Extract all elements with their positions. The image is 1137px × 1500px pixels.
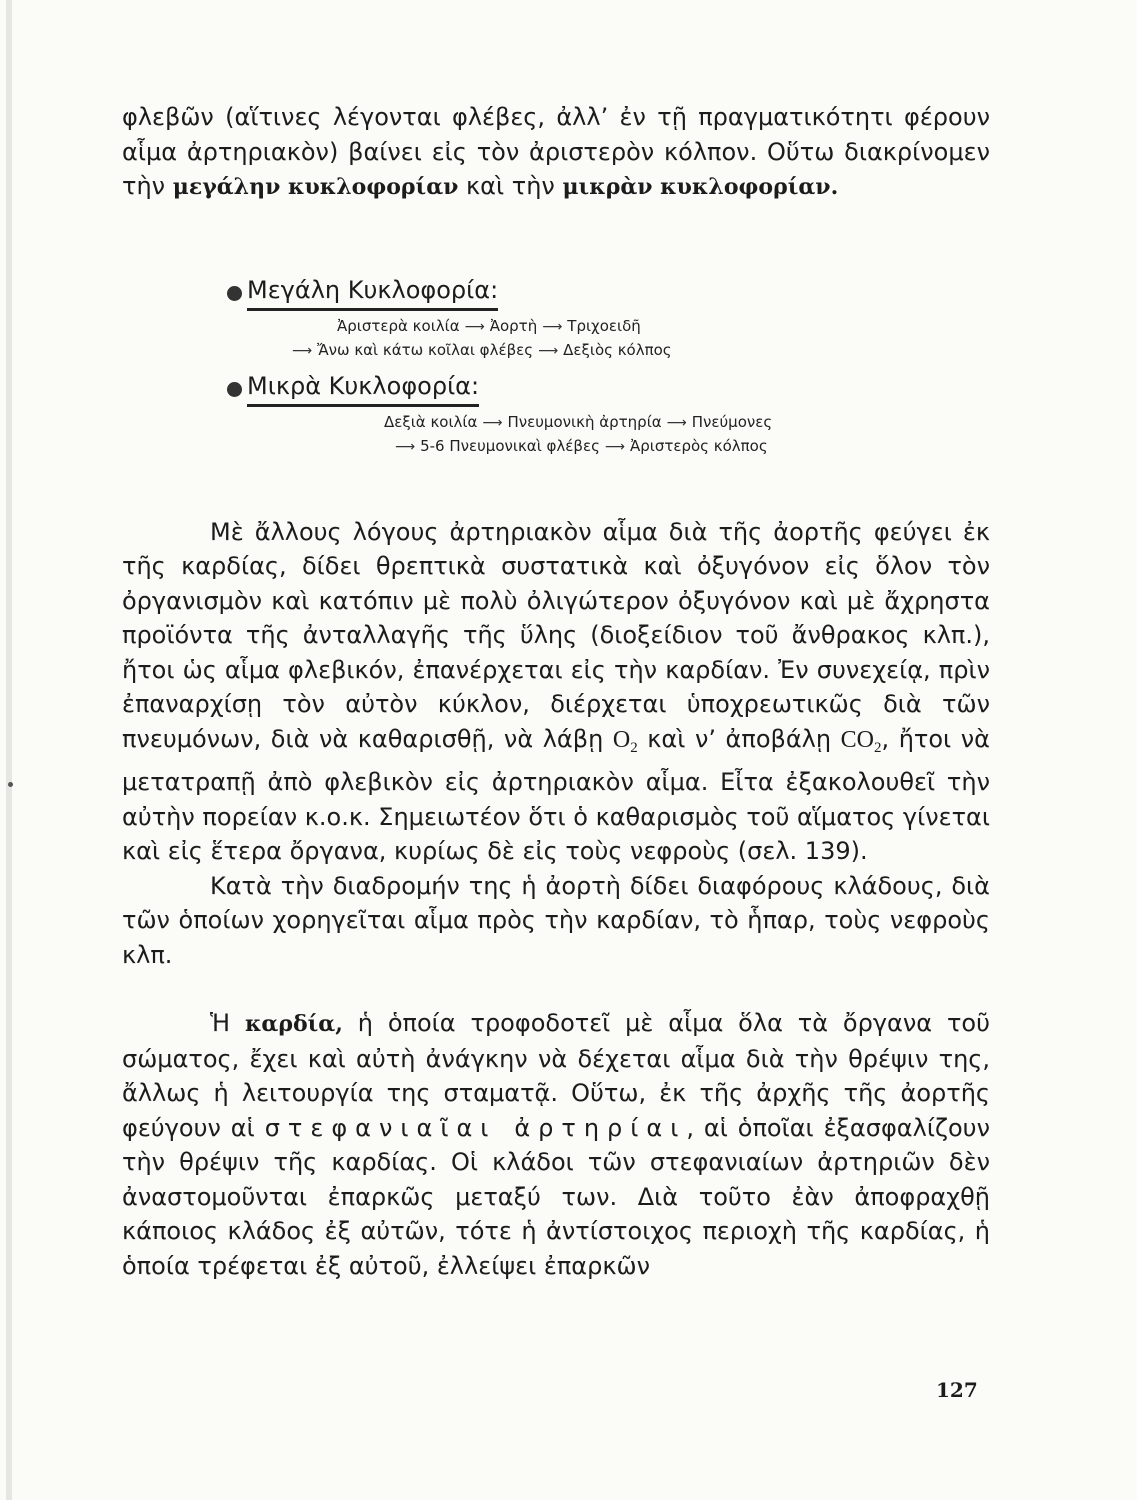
arrow-icon: ⟶	[482, 414, 503, 431]
margin-mark	[8, 782, 13, 787]
circulation-diagram	[122, 275, 990, 455]
bullet-icon	[227, 382, 242, 397]
small-circulation-line-2: ⟶ 5-6 Πνευμονικαὶ φλέβες ⟶ Ἀριστερὸς κόλπος	[390, 435, 768, 458]
bullet-icon	[227, 286, 242, 301]
term-large-circulation: μεγάλην κυκλοφορίαν	[172, 174, 459, 200]
page-number: 127	[936, 1378, 978, 1402]
small-circulation-heading: Μικρὰ Κυκλοφορία:	[247, 371, 479, 407]
small-circulation-line-1: Δεξιὰ κοιλία ⟶ Πνευμονικὴ ἀρτηρία ⟶ Πνεύμονες	[384, 411, 772, 434]
arrow-icon: ⟶	[292, 342, 313, 359]
arrow-icon: ⟶	[666, 414, 687, 431]
oxygen-formula: $O_2$	[612, 726, 638, 756]
small-circulation-section	[247, 371, 479, 407]
large-circulation-section	[247, 275, 498, 311]
large-circulation-line-2: ⟶ Ἄνω καὶ κάτω κοῖλαι φλέβες ⟶ Δεξιὸς κόλπος	[287, 339, 672, 362]
arrow-icon: ⟶	[395, 438, 416, 455]
term-coronary-arteries: στεφανιαῖαι ἀρτηρίαι	[264, 1113, 687, 1142]
paragraph-circulation-intro: φλεβῶν (αἵτινες λέγονται φλέβες, ἀλλ’ ἐν τῇ πραγματικότητι φέρουν αἷμα ἀρτηριακὸν) βαίνει εἰς τὸν ἀριστερὸν κόλπον. Οὕτω διακρίνομεν τὴν μεγάλην κυκλοφορίαν καὶ τὴν μικρὰν κυκλοφορίαν.	[122, 103, 990, 200]
large-circulation-heading: Μεγάλη Κυκλοφορία:	[247, 275, 498, 311]
page-body	[122, 100, 990, 1283]
arrow-icon: ⟶	[604, 438, 625, 455]
paragraph-blood-path: Μὲ ἄλλους λόγους ἀρτηριακὸν αἷμα διὰ τῆς ἀορτῆς φεύγει ἐκ τῆς καρδίας, δίδει θρεπτικὰ συστατικὰ καὶ ὀξυγόνον εἰς ὅλον τὸν ὀργανισμὸν καὶ κατόπιν μὲ πολὺ ὀλιγώτερον ὀξυγόνον καὶ μὲ ἄχρηστα προϊόντα τῆς ἀνταλλαγῆς τῆς ὕλης (διοξείδιον τοῦ ἄνθρακος κλπ.), ἤτοι ὡς αἷμα φλεβικόν, ἐπανέρχεται εἰς τὴν καρδίαν. Ἐν συνεχείᾳ, πρὶν ἐπαναρχίσῃ τὸν αὐτὸν κύκλον, διέρχεται ὑποχρεωτικῶς διὰ τῶν πνευμόνων, διὰ νὰ καθαρισθῇ, νὰ λάβῃ $O_2$ καὶ ν’ ἀποβάλῃ $CO_2$, ἤτοι νὰ μετατραπῇ ἀπὸ φλεβικὸν εἰς ἀρτηριακὸν αἷμα. Εἶτα ἐξακολουθεῖ τὴν αὐτὴν πορείαν κ.ο.κ. Σημειωτέον ὅτι ὁ καθαρισμὸς τοῦ αἵματος γίνεται καὶ εἰς ἕτερα ὄργανα, κυρίως δὲ εἰς τοὺς νεφροὺς (σελ. 139).	[122, 517, 990, 865]
arrow-icon: ⟶	[464, 318, 485, 335]
paragraph-aorta-branches: Κατὰ τὴν διαδρομήν της ἡ ἀορτὴ δίδει διαφόρους κλάδους, διὰ τῶν ὁποίων χορηγεῖται αἷμα πρὸς τὴν καρδίαν, τὸ ἧπαρ, τοὺς νεφροὺς κλπ.	[122, 871, 990, 969]
co2-formula: $CO_2$	[840, 726, 882, 756]
arrow-icon: ⟶	[538, 342, 559, 359]
scan-edge	[6, 0, 12, 1500]
term-heart: καρδία,	[244, 1011, 343, 1037]
large-circulation-line-1: Ἀριστερὰ κοιλία ⟶ Ἀορτὴ ⟶ Τριχοειδῆ	[337, 315, 641, 338]
term-small-circulation: μικρὰν κυκλοφορίαν.	[562, 174, 839, 200]
paragraph-heart: Ἡ καρδία, ἡ ὁποία τροφοδοτεῖ μὲ αἷμα ὅλα τὰ ὄργανα τοῦ σώματος, ἔχει καὶ αὐτὴ ἀνάγκην νὰ δέχεται αἷμα διὰ τὴν θρέψιν της, ἄλλως ἡ λειτουργία της σταματᾷ. Οὕτω, ἐκ τῆς ἀρχῆς τῆς ἀορτῆς φεύγουν αἱ στεφανιαῖαι ἀρτηρίαι, αἱ ὁποῖαι ἐξασφαλίζουν τὴν θρέψιν τῆς καρδίας. Οἱ κλάδοι τῶν στεφανιαίων ἀρτηριῶν δὲν ἀναστομοῦνται ἐπαρκῶς μεταξύ των. Διὰ τοῦτο ἐὰν ἀποφραχθῇ κάποιος κλάδος ἐξ αὐτῶν, τότε ἡ ἀντίστοιχος περιοχὴ τῆς καρδίας, ἡ ὁποία τρέφεται ἐξ αὐτοῦ, ἐλλείψει ἐπαρκῶν	[122, 1009, 990, 1280]
arrow-icon: ⟶	[542, 318, 563, 335]
